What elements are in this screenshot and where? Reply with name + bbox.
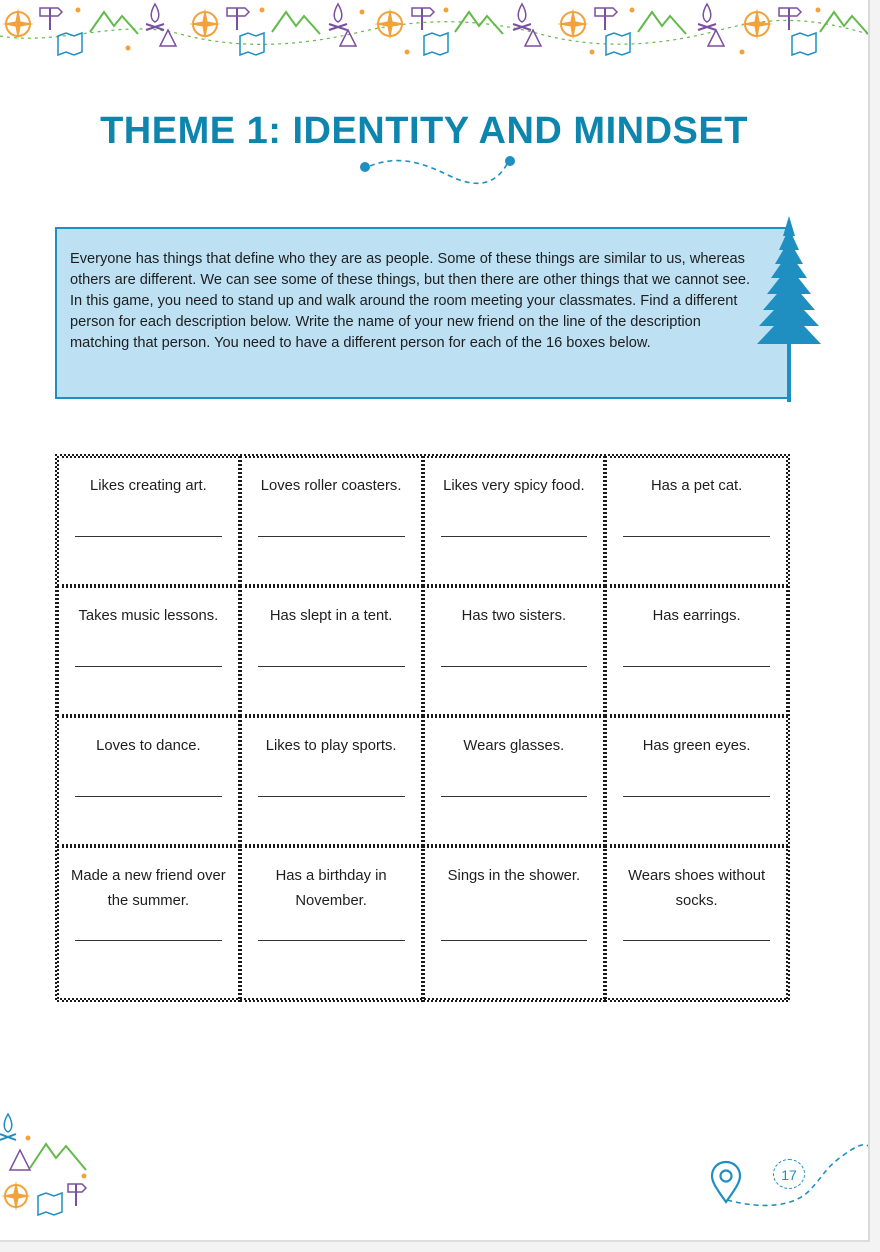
bingo-cell[interactable] bbox=[240, 716, 423, 846]
name-line[interactable] bbox=[623, 796, 770, 797]
bingo-cell-text: Wears shoes without socks. bbox=[628, 868, 766, 909]
dotted-trail-decoration bbox=[355, 152, 520, 192]
tent-icon bbox=[10, 1150, 30, 1170]
bingo-cell-text: Has green eyes. bbox=[642, 738, 751, 754]
bingo-cell-text: Likes very spicy food. bbox=[443, 478, 585, 494]
name-line[interactable] bbox=[441, 940, 588, 941]
signpost-icon bbox=[412, 8, 434, 30]
signpost-icon bbox=[227, 8, 249, 30]
mountain-icon bbox=[30, 1144, 86, 1170]
tent-icon bbox=[340, 30, 356, 46]
page-edge bbox=[0, 1240, 870, 1242]
signpost-icon bbox=[40, 8, 62, 30]
page-title: THEME 1: IDENTITY AND MINDSET bbox=[100, 110, 748, 152]
bingo-cell-text: Loves roller coasters. bbox=[260, 478, 402, 494]
name-line[interactable] bbox=[258, 796, 405, 797]
name-line[interactable] bbox=[258, 940, 405, 941]
bingo-cell-text: Sings in the shower. bbox=[447, 868, 581, 884]
bingo-cell-text: Loves to dance. bbox=[96, 738, 201, 754]
bingo-cell[interactable] bbox=[423, 456, 606, 586]
compass-icon bbox=[557, 8, 589, 40]
bingo-cell[interactable] bbox=[605, 456, 788, 586]
bingo-cell[interactable] bbox=[605, 716, 788, 846]
map-icon bbox=[792, 33, 816, 55]
instructions-text: Everyone has things that define who they are as people. Some of these things are similar to us, whereas others are different. We can see some of these things, but then there are other things that we cannot see. In this game, you need to stand up and walk around the room meeting your classmates. Find a different person for each description below. Write the name of your new friend on the line of the description matching that person. You need to have a different person for each of the 16 boxes below. bbox=[70, 251, 751, 351]
bingo-cell-text: Likes creating art. bbox=[89, 478, 207, 494]
bingo-cell-text: Likes to play sports. bbox=[265, 738, 397, 754]
bingo-cell[interactable] bbox=[57, 586, 240, 716]
compass-icon bbox=[2, 8, 34, 40]
bingo-cell[interactable] bbox=[57, 716, 240, 846]
bingo-cell[interactable] bbox=[605, 586, 788, 716]
name-line[interactable] bbox=[623, 940, 770, 941]
campfire-icon bbox=[698, 4, 716, 30]
map-icon bbox=[58, 33, 82, 55]
signpost-icon bbox=[68, 1184, 86, 1206]
tree-icon bbox=[755, 214, 825, 404]
bingo-cell-text: Takes music lessons. bbox=[78, 608, 219, 624]
bingo-cell-text: Has a birthday in November. bbox=[275, 868, 387, 909]
tent-icon bbox=[160, 30, 176, 46]
bingo-cell[interactable] bbox=[605, 846, 788, 1002]
bingo-cell[interactable] bbox=[423, 586, 606, 716]
find-someone-who-grid bbox=[55, 454, 790, 1000]
bingo-cell-text: Made a new friend over the summer. bbox=[71, 868, 226, 909]
name-line[interactable] bbox=[75, 796, 222, 797]
bingo-cell[interactable] bbox=[240, 846, 423, 1002]
name-line[interactable] bbox=[441, 796, 588, 797]
bingo-cell[interactable] bbox=[423, 846, 606, 1002]
tent-icon bbox=[525, 30, 541, 46]
compass-icon bbox=[741, 8, 773, 40]
bingo-cell[interactable] bbox=[57, 846, 240, 1002]
bingo-cell[interactable] bbox=[423, 716, 606, 846]
map-icon bbox=[424, 33, 448, 55]
name-line[interactable] bbox=[258, 666, 405, 667]
bingo-cell[interactable] bbox=[57, 456, 240, 586]
camping-corner-decoration bbox=[0, 1110, 100, 1225]
campfire-icon bbox=[146, 4, 164, 30]
camping-icon-border bbox=[0, 0, 868, 64]
bingo-cell-text: Has slept in a tent. bbox=[269, 608, 393, 624]
name-line[interactable] bbox=[441, 666, 588, 667]
map-icon bbox=[38, 1193, 62, 1215]
campfire-icon bbox=[329, 4, 347, 30]
name-line[interactable] bbox=[75, 666, 222, 667]
compass-icon bbox=[374, 8, 406, 40]
compass-icon bbox=[1, 1181, 31, 1211]
bingo-cell-text: Has earrings. bbox=[652, 608, 741, 624]
signpost-icon bbox=[779, 8, 801, 30]
page-number: 17 bbox=[773, 1159, 805, 1189]
bingo-cell-text: Has two sisters. bbox=[461, 608, 567, 624]
campfire-icon bbox=[513, 4, 531, 30]
instructions-box bbox=[55, 227, 789, 399]
name-line[interactable] bbox=[75, 940, 222, 941]
bingo-cell-text: Wears glasses. bbox=[463, 738, 565, 754]
name-line[interactable] bbox=[258, 536, 405, 537]
mountain-icon bbox=[272, 12, 320, 34]
mountain-icon bbox=[820, 12, 868, 34]
bingo-cell[interactable] bbox=[240, 586, 423, 716]
name-line[interactable] bbox=[75, 536, 222, 537]
mountain-icon bbox=[638, 12, 686, 34]
mountain-icon bbox=[455, 12, 503, 34]
signpost-icon bbox=[595, 8, 617, 30]
location-pin-icon bbox=[708, 1160, 744, 1204]
page-edge bbox=[868, 0, 870, 1240]
bingo-cell-text: Has a pet cat. bbox=[650, 478, 743, 494]
name-line[interactable] bbox=[623, 666, 770, 667]
campfire-icon bbox=[0, 1114, 16, 1140]
name-line[interactable] bbox=[441, 536, 588, 537]
compass-icon bbox=[189, 8, 221, 40]
name-line[interactable] bbox=[623, 536, 770, 537]
bingo-cell[interactable] bbox=[240, 456, 423, 586]
